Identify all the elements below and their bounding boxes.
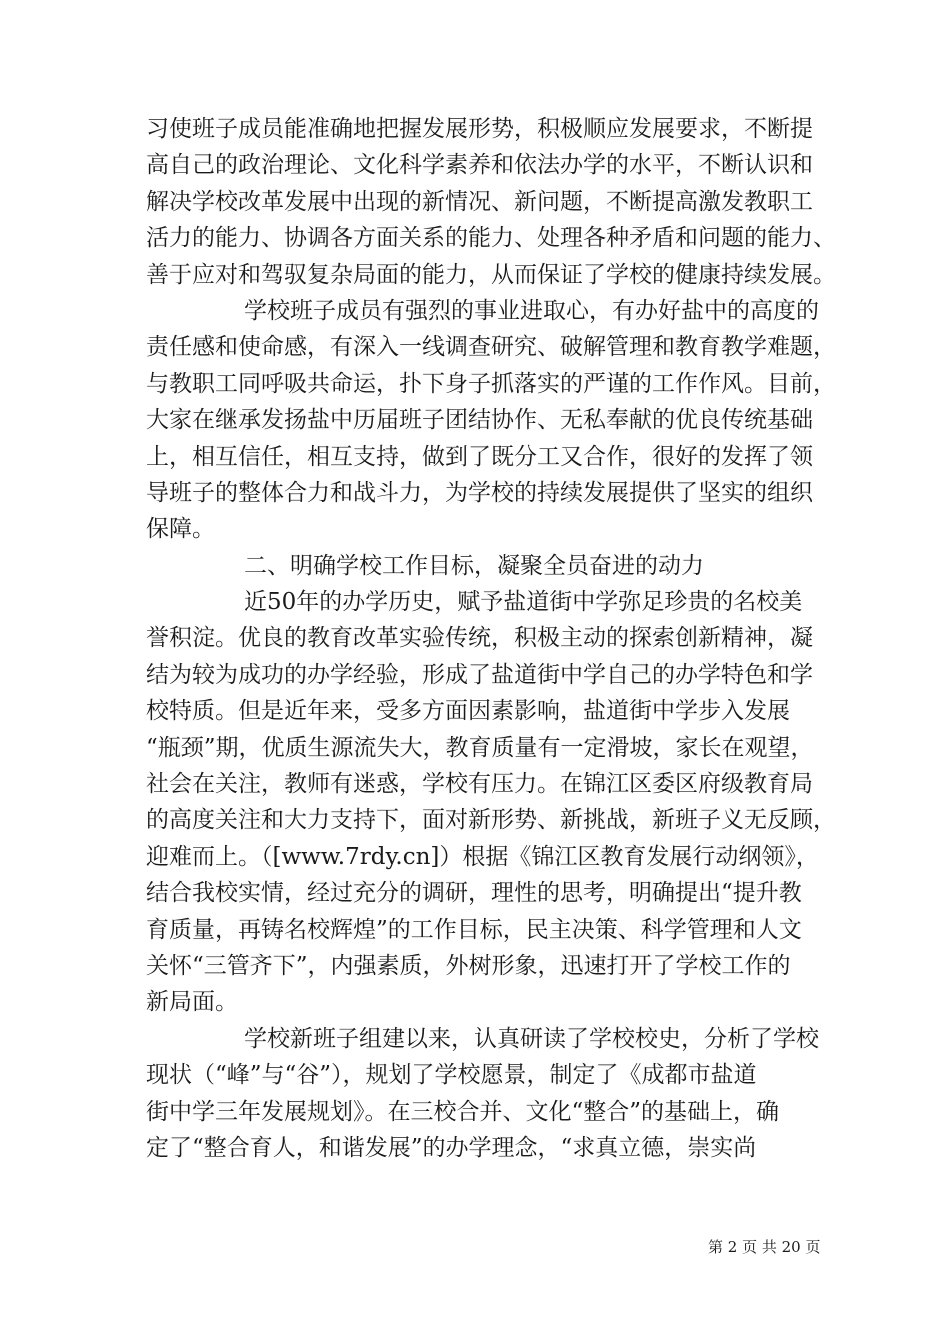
text-line: 社会在关注，教师有迷惑，学校有压力。在锦江区委区府级教育局 — [146, 771, 813, 798]
text-line: 上，相互信任，相互支持，做到了既分工又合作，很好的发挥了领 — [146, 443, 813, 470]
text-line: 与教职工同呼吸共命运，扑下身子抓落实的严谨的工作作风。目前， — [146, 370, 836, 397]
section-heading — [146, 548, 822, 584]
paragraph-2 — [146, 293, 836, 548]
text-line: 导班子的整体合力和战斗力，为学校的持续发展提供了坚实的组织 — [146, 479, 813, 506]
heading-text: 二、明确学校工作目标，凝聚全员奋进的动力 — [244, 552, 704, 579]
text-line: 誉积淀。优良的教育改革实验传统，积极主动的探索创新精神，凝 — [146, 625, 813, 652]
text-line: 习使班子成员能准确地把握发展形势，积极顺应发展要求，不断提 — [146, 116, 813, 142]
text-line: 的高度关注和大力支持下，面对新形势、新挑战，新班子义无反顾， — [146, 807, 836, 834]
text-line: 新局面。 — [146, 989, 238, 1016]
text-line: 定了“整合育人，和谐发展”的办学理念，“求真立德，崇实尚 — [146, 1134, 757, 1161]
page-number: 第 2 页 共 20 页 — [708, 1238, 821, 1256]
text-line: 学校班子成员有强烈的事业进取心，有办好盐中的高度的 — [244, 297, 819, 324]
text-line: 大家在继承发扬盐中历届班子团结协作、无私奉献的优良传统基础 — [146, 407, 813, 434]
text-line: 高自己的政治理论、文化科学素养和依法办学的水平，不断认识和 — [146, 152, 813, 179]
text-line: 关怀“三管齐下”，内强素质，外树形象，迅速打开了学校工作的 — [146, 952, 791, 979]
text-line: 善于应对和驾驭复杂局面的能力，从而保证了学校的健康持续发展。 — [146, 261, 836, 288]
text-line: 街中学三年发展规划》。在三校合并、文化“整合”的基础上，确 — [146, 1098, 780, 1125]
text-line: 校特质。但是近年来，受多方面因素影响，盐道街中学步入发展 — [146, 698, 790, 725]
text-line: 解决学校改革发展中出现的新情况、新问题，不断提高激发教职工 — [146, 188, 813, 215]
text-line: 责任感和使命感，有深入一线调查研究、破解管理和教育教学难题， — [146, 334, 836, 361]
text-line: 育质量，再铸名校辉煌”的工作目标，民主决策、科学管理和人文 — [146, 916, 802, 943]
text-line: 迎难而上。（[www.7rdy.cn]）根据《锦江区教育发展行动纲领》， — [146, 843, 819, 870]
text-line: 结为较为成功的办学经验，形成了盐道街中学自己的办学特色和学 — [146, 661, 813, 688]
text-line: 活力的能力、协调各方面关系的能力、处理各种矛盾和问题的能力、 — [146, 225, 836, 252]
text-line: 结合我校实情，经过充分的调研，理性的思考，明确提出“提升教 — [146, 880, 802, 907]
text-line: 保障。 — [146, 516, 215, 543]
paragraph-4 — [146, 1021, 822, 1167]
paragraph-3 — [146, 584, 836, 1021]
paragraph-1 — [146, 111, 836, 293]
text-line: 近50年的办学历史，赋予盐道街中学弥足珍贵的名校美 — [244, 589, 803, 616]
text-line: 学校新班子组建以来，认真研读了学校校史，分析了学校 — [244, 1025, 819, 1052]
body-text — [146, 111, 836, 1166]
text-line: “瓶颈”期，优质生源流失大，教育质量有一定滑坡，家长在观望， — [146, 734, 814, 761]
text-line: 现状（“峰”与“谷”），规划了学校愿景，制定了《成都市盐道 — [146, 1062, 757, 1089]
